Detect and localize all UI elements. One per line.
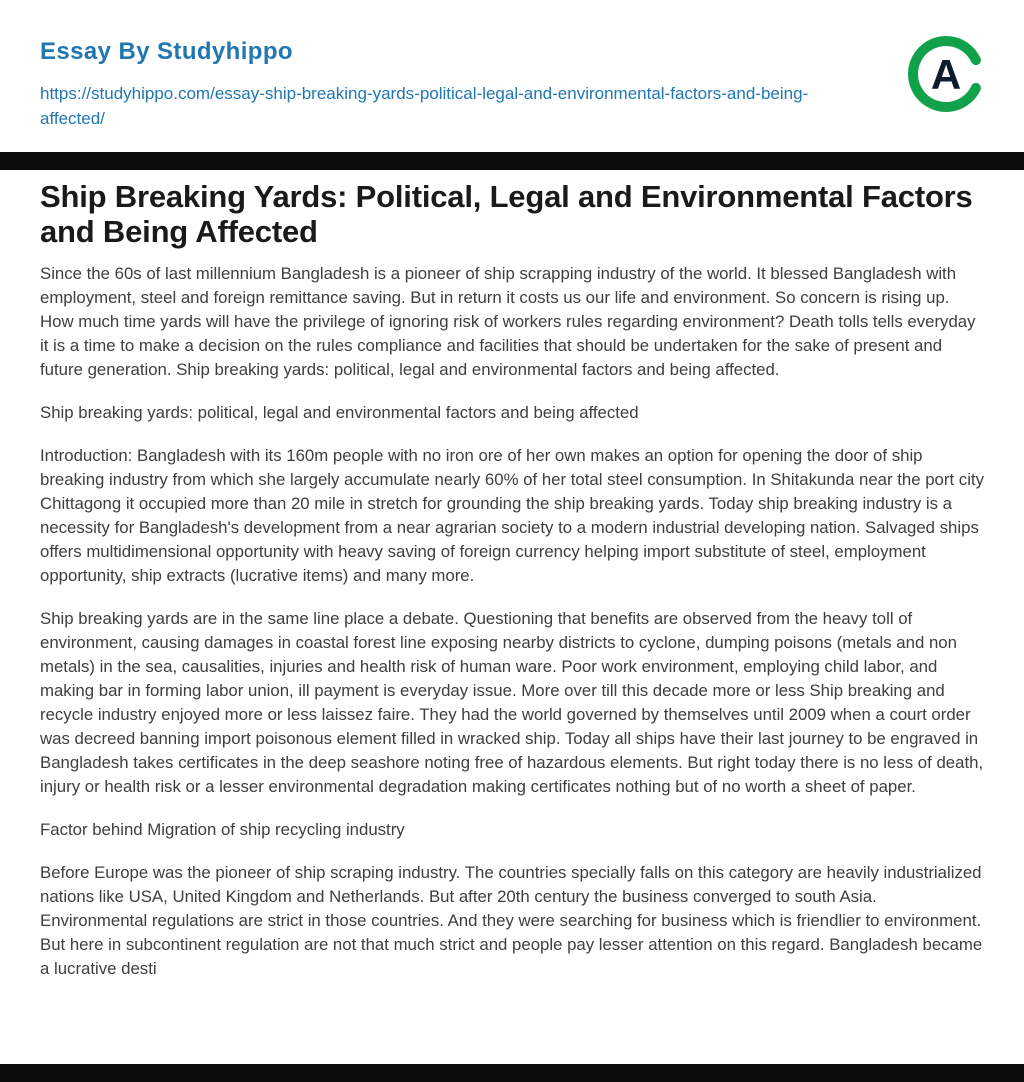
essay-content [0, 170, 1024, 981]
essay-paragraph-5-heading: Factor behind Migration of ship recycling industry [40, 820, 405, 839]
site-title: Essay By Studyhippo [40, 38, 293, 65]
essay-paragraph-6: Before Europe was the pioneer of ship scraping industry. The countries specially falls on this category are heavily industrialized nations like USA, United Kingdom and Netherlands. But after 20th century the business converged to south Asia. Environmental regulations are strict in those countries. And they were searching for business which is friendlier to environment. But here in subcontinent regulation are not that much strict and people pay lesser attention on this regard. Bangladesh became a lucrative desti [40, 863, 983, 978]
essay-paragraph-1: Since the 60s of last millennium Bangladesh is a pioneer of ship scrapping industry of the world. It blessed Bangladesh with employment, steel and foreign remittance saving. But in return it costs us our life and environment. So concern is rising up. How much time yards will have the privilege of ignoring risk of workers rules regarding environment? Death tolls tells everyday it is a time to make a decision on the rules compliance and facilities that should be undertaken for the sake of present and future generation. Ship breaking yards: political, legal and environmental factors and being affected. [40, 264, 976, 379]
bottom-divider-bar [0, 1064, 1024, 1082]
source-url-link[interactable]: https://studyhippo.com/essay-ship-breaking-yards-political-legal-and-environmental-factors-and-being-affected/ [40, 84, 809, 128]
essay-title: Ship Breaking Yards: Political, Legal and Environmental Factors and Being Affected [40, 179, 973, 249]
essay-paragraph-4: Ship breaking yards are in the same line place a debate. Questioning that benefits are observed from the heavy toll of environment, causing damages in coastal forest line exposing nearby districts to cyclone, dumping poisons (metals and non metals) in the sea, causalities, injuries and health risk of human ware. Poor work environment, employing child labor, and making bar in forming labor union, ill payment is everyday issue. More over till this decade more or less Ship breaking and recycle industry enjoyed more or less laissez faire. They had the world governed by themselves until 2009 when a court order was decreed banning import poisonous element filled in wracked ship. Today all ships have their last journey to be engraved in Bangladesh takes certificates in the deep seashore noting free of hazardous elements. But right today there is no less of death, injury or health risk or a lesser environmental degradation making certificates nothing but of no worth a sheet of paper. [40, 609, 984, 796]
logo-letter: A [930, 51, 962, 98]
essay-paragraph-3: Introduction: Bangladesh with its 160m people with no iron ore of her own makes an option for opening the door of ship breaking industry from which she largely accumulate nearly 60% of her total steel consumption. In Shitakunda near the port city Chittagong it occupied more than 20 mile in stretch for grounding the ship breaking yards. Today ship breaking industry is a necessity for Bangladesh's development from a near agrarian society to a modern industrial developing nation. Salvaged ships offers multidimensional opportunity with heavy saving of foreign currency helping import substitute of steel, employment opportunity, ship extracts (lucrative items) and many more. [40, 446, 984, 585]
page-header [0, 0, 1024, 131]
header-text-block [40, 34, 840, 131]
studyhippo-logo-icon [906, 34, 986, 114]
essay-paragraph-2: Ship breaking yards: political, legal and environmental factors and being affected [40, 403, 639, 422]
top-divider-bar [0, 152, 1024, 170]
studyhippo-logo [906, 34, 986, 114]
